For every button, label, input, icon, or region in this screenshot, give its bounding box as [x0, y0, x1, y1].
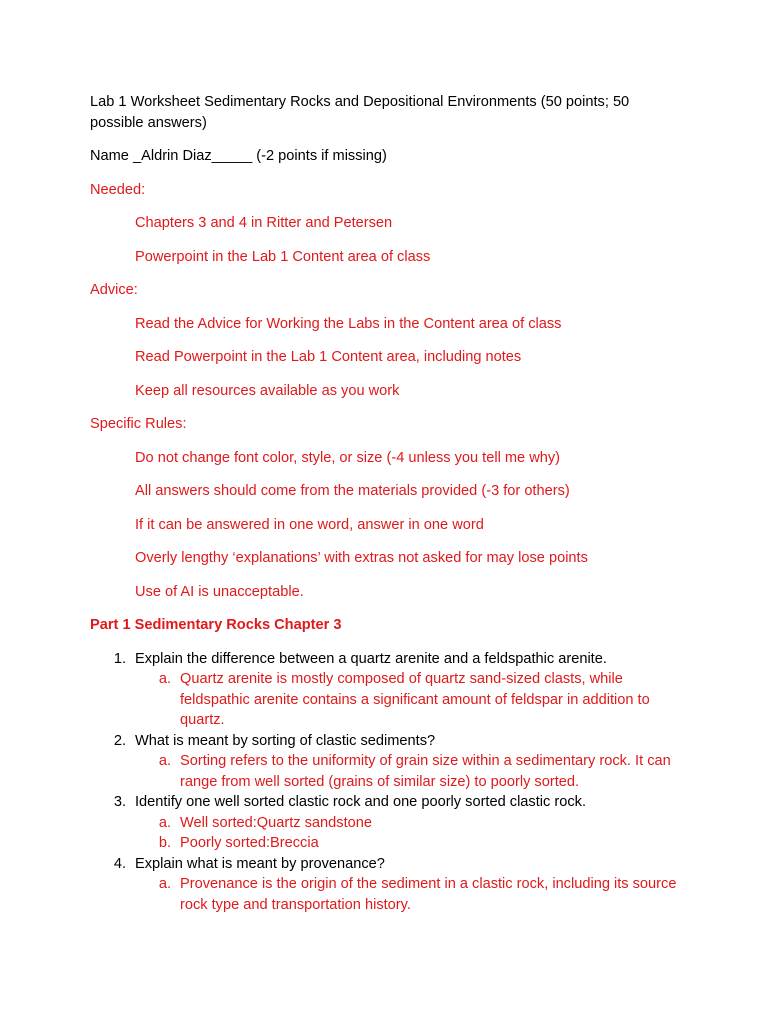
answer-item	[90, 874, 680, 915]
answer-text: Quartz arenite is mostly composed of quartz sand-sized clasts, while feldspathic arenite contains a significant amount of feldspar in addition to quartz.	[180, 671, 650, 728]
needed-item: Chapters 3 and 4 in Ritter and Petersen	[135, 215, 393, 231]
question-item	[90, 731, 680, 752]
answer-label: b.	[158, 835, 171, 851]
rule-item: All answers should come from the materials provided (-3 for others)	[135, 483, 570, 499]
answer-label: a.	[158, 671, 171, 687]
answer-item	[90, 813, 680, 834]
answer-text: Well sorted:Quartz sandstone	[180, 814, 372, 831]
advice-item: Read the Advice for Working the Labs in the Content area of class	[135, 315, 562, 332]
document-page	[90, 92, 680, 915]
answer-text: Poorly sorted:Breccia	[180, 835, 319, 851]
question-text: Explain the difference between a quartz arenite and a feldspathic arenite.	[135, 650, 607, 667]
advice-item: Read Powerpoint in the Lab 1 Content area, including notes	[135, 349, 522, 365]
answer-item	[90, 751, 680, 792]
question-text: What is meant by sorting of clastic sediments?	[135, 732, 436, 749]
question-item	[90, 649, 680, 670]
advice-heading: Advice:	[90, 282, 138, 298]
question-number: 3.	[113, 794, 126, 810]
question-text: Explain what is meant by provenance?	[135, 855, 385, 872]
needed-heading: Needed:	[90, 181, 146, 198]
answer-text: Sorting refers to the uniformity of grain size within a sedimentary rock. It can range from well sorted (grains of similar size) to poorly sorted.	[180, 753, 671, 790]
answer-item	[90, 833, 680, 854]
question-list	[90, 649, 680, 916]
question-number: 4.	[113, 855, 126, 872]
rule-item: Overly lengthy ‘explanations’ with extras not asked for may lose points	[135, 550, 588, 566]
answer-text: Provenance is the origin of the sediment in a clastic rock, including its source rock type and transportation history.	[180, 876, 677, 913]
question-number: 2.	[113, 732, 126, 749]
rules-heading: Specific Rules:	[90, 416, 187, 432]
document-title: Lab 1 Worksheet Sedimentary Rocks and Depositional Environments (50 points; 50 possible answers)	[90, 94, 630, 131]
name-line: Name _Aldrin Diaz_____ (-2 points if missing)	[90, 148, 387, 164]
question-item	[90, 854, 680, 875]
question-number: 1.	[113, 650, 126, 667]
needed-item: Powerpoint in the Lab 1 Content area of class	[135, 248, 431, 265]
part1-heading: Part 1 Sedimentary Rocks Chapter 3	[90, 617, 342, 633]
answer-item	[90, 669, 680, 731]
question-text: Identify one well sorted clastic rock and one poorly sorted clastic rock.	[135, 794, 586, 810]
answer-label: a.	[158, 814, 171, 831]
question-item	[90, 792, 680, 813]
rule-item: Do not change font color, style, or size (-4 unless you tell me why)	[135, 449, 561, 466]
answer-label: a.	[158, 753, 171, 769]
rule-item: If it can be answered in one word, answer in one word	[135, 516, 484, 533]
rule-item: Use of AI is unacceptable.	[135, 583, 304, 600]
advice-item: Keep all resources available as you work	[135, 382, 400, 399]
answer-label: a.	[158, 876, 171, 892]
